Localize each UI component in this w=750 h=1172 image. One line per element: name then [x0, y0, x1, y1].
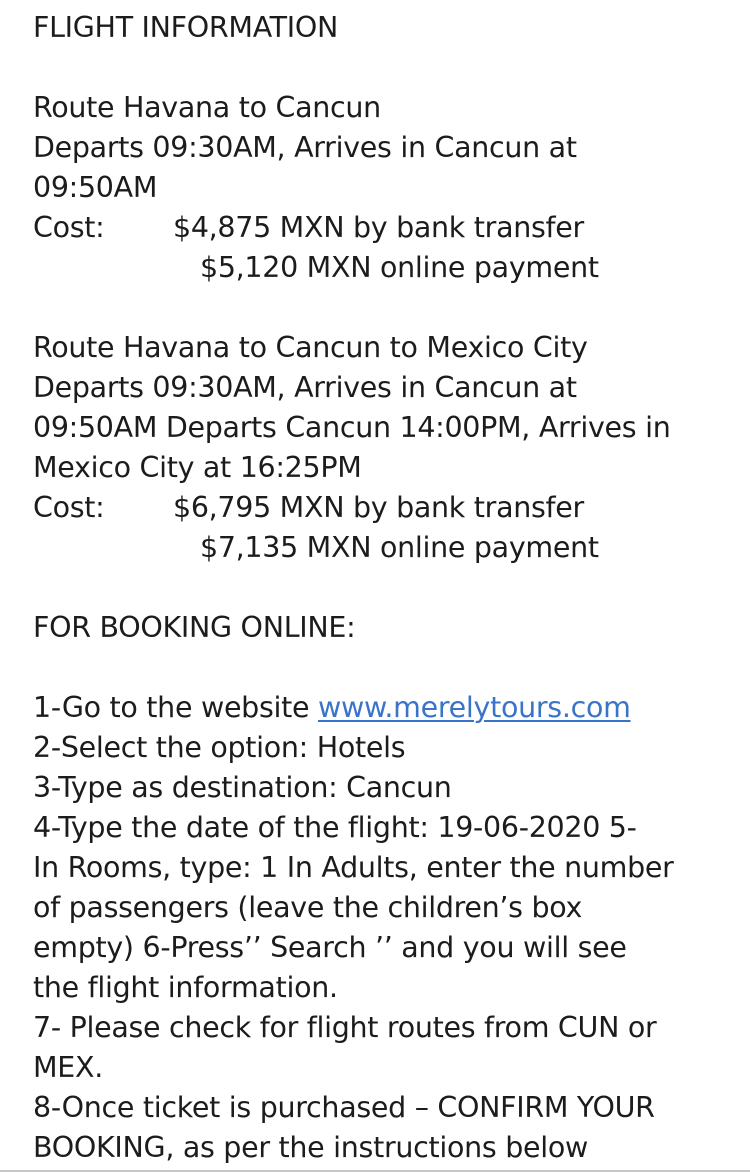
- route1-cost-row: [33, 208, 723, 248]
- step-1-text: 1-Go to the website: [33, 691, 319, 724]
- section-heading-flight-information: FLIGHT INFORMATION: [33, 11, 339, 44]
- step-7-line1: 7- Please check for flight routes from CUN or: [33, 1011, 657, 1044]
- route2-schedule-line2: 09:50AM Departs Cancun 14:00PM, Arrives in: [33, 411, 671, 444]
- step-8-line2: BOOKING, as per the instructions below: [33, 1131, 588, 1164]
- step-3: 3-Type as destination: Cancun: [33, 771, 452, 804]
- step-4-line5: the flight information.: [33, 971, 338, 1004]
- route2-cost-bank: $6,795 MXN by bank transfer: [173, 491, 584, 524]
- step-4-line3: of passengers (leave the children’s box: [33, 891, 583, 924]
- route1-schedule-line2: 09:50AM: [33, 171, 158, 204]
- route2-cost-online: $7,135 MXN online payment: [200, 531, 599, 564]
- cost-label: Cost:: [33, 491, 105, 524]
- spacer: [33, 48, 723, 88]
- step-7-line2: MEX.: [33, 1051, 103, 1084]
- route2-cost-row: [33, 488, 723, 528]
- route1-schedule-line1: Departs 09:30AM, Arrives in Cancun at: [33, 131, 577, 164]
- spacer: [33, 288, 723, 328]
- route1-cost-bank: $4,875 MXN by bank transfer: [173, 211, 584, 244]
- route2-schedule-line1: Departs 09:30AM, Arrives in Cancun at: [33, 371, 577, 404]
- website-link[interactable]: www.merelytours.com: [318, 691, 631, 724]
- step-8-line1: 8-Once ticket is purchased – CONFIRM YOUR: [33, 1091, 655, 1124]
- spacer: [33, 568, 723, 608]
- step-4-line1: 4-Type the date of the flight: 19-06-2020 5-: [33, 811, 637, 844]
- route1-title: Route Havana to Cancun: [33, 91, 381, 124]
- route1-cost-online: $5,120 MXN online payment: [200, 251, 599, 284]
- step-2: 2-Select the option: Hotels: [33, 731, 406, 764]
- route2-schedule-line3: Mexico City at 16:25PM: [33, 451, 362, 484]
- cost-label: Cost:: [33, 211, 105, 244]
- section-heading-booking: FOR BOOKING ONLINE:: [33, 611, 356, 644]
- route2-title: Route Havana to Cancun to Mexico City: [33, 331, 588, 364]
- message-body: [33, 8, 723, 1168]
- step-1: [33, 688, 723, 728]
- step-4-line2: In Rooms, type: 1 In Adults, enter the number: [33, 851, 674, 884]
- step-4-line4: empty) 6-Press’’ Search ’’ and you will see: [33, 931, 627, 964]
- spacer: [33, 648, 723, 688]
